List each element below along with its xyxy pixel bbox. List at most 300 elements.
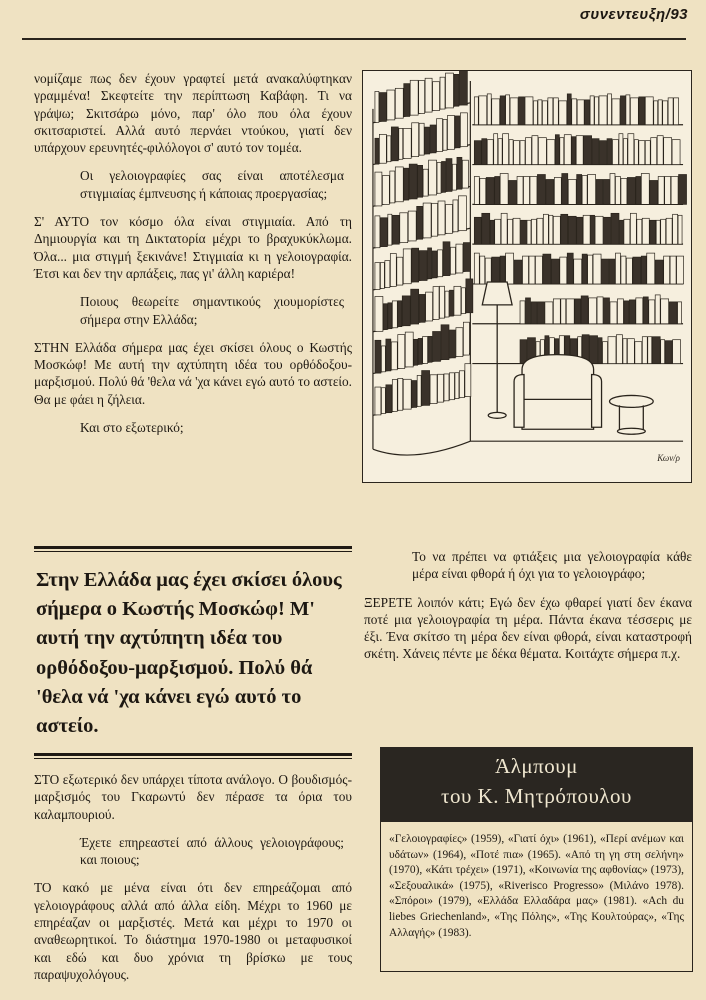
- book: [480, 178, 486, 204]
- book: [670, 256, 676, 284]
- book: [418, 338, 422, 364]
- album-title-line1: Άλμπουμ: [495, 754, 578, 778]
- book: [486, 177, 494, 204]
- book: [537, 218, 543, 244]
- book: [398, 378, 403, 410]
- book: [602, 259, 609, 284]
- book: [537, 302, 544, 324]
- book: [442, 161, 446, 192]
- interview-question: Οι γελοιογραφίες σας είναι αποτέλεσμα στιγμιαίας έμπνευσης ή κάποιας προεργασίας;: [80, 168, 344, 201]
- book: [666, 218, 672, 244]
- book: [459, 71, 467, 105]
- book: [679, 174, 687, 204]
- armchair-arm-right: [592, 375, 602, 428]
- book: [664, 138, 672, 165]
- book: [425, 78, 432, 112]
- book: [627, 177, 635, 204]
- book: [624, 301, 629, 324]
- book: [380, 263, 384, 289]
- left-column-top: [34, 70, 352, 447]
- book: [545, 302, 553, 324]
- book: [637, 219, 642, 244]
- book: [537, 174, 545, 204]
- book: [482, 139, 487, 165]
- interview-question: Το να πρέπει να φτιάξεις μια γελοιογραφία κάθε μέρα είναι φθορά ή όχι για το γελοιογράφο;: [412, 549, 692, 582]
- answer-paragraph: νομίζαμε πως δεν έχουν γραφτεί μετά ανακαλύφτηκαν γραμμένα! Σκεφτείτε την περίπτωση Καβάφη. Τι να γράψω; Σκιτσάρω μόνο, παρ' όλο που όλα έχουν σκιτσαριστεί. Αλλά αυτό περνάει ντούκου, γιατί δεν υπάρχουν ερευνητές-φιλόλογοι σ' αυτό τον τομέα.: [34, 71, 352, 156]
- book: [487, 94, 491, 125]
- book: [610, 174, 615, 205]
- book: [419, 251, 427, 281]
- armchair: [522, 355, 594, 430]
- book: [453, 200, 458, 232]
- book: [430, 125, 436, 153]
- book: [634, 140, 638, 165]
- book: [661, 340, 665, 364]
- book: [445, 291, 449, 317]
- book: [379, 134, 386, 163]
- book: [387, 136, 391, 162]
- book: [433, 287, 439, 320]
- book: [447, 115, 454, 149]
- header-rule: [22, 38, 686, 40]
- book: [428, 336, 432, 362]
- book: [432, 203, 438, 236]
- book: [629, 300, 635, 324]
- book: [553, 216, 560, 244]
- book: [663, 101, 668, 125]
- book: [525, 97, 533, 125]
- book: [462, 160, 468, 188]
- book: [501, 213, 507, 244]
- book: [422, 371, 430, 406]
- book: [639, 141, 645, 165]
- book: [443, 242, 450, 276]
- book: [665, 176, 671, 204]
- lamp-base: [488, 412, 506, 418]
- book: [642, 337, 647, 364]
- book: [392, 380, 397, 412]
- answer-paragraph: ΣΤΟ εξωτερικό δεν υπάρχει τίποτα ανάλογο. Ο βουδισμός-μαρξισμός του Γκαρωντύ δεν πέρασε τα όρια του καλαμπουριού.: [34, 772, 352, 822]
- book: [567, 94, 571, 125]
- book: [520, 141, 525, 165]
- book: [583, 215, 590, 244]
- book: [449, 373, 454, 400]
- book: [672, 140, 680, 165]
- book: [514, 260, 522, 284]
- book: [492, 99, 500, 125]
- book: [553, 299, 560, 324]
- floor-line: [373, 441, 683, 455]
- book: [479, 96, 487, 125]
- book: [446, 159, 452, 192]
- interview-question: Και στο εξωτερικό;: [80, 420, 184, 436]
- book: [514, 141, 520, 165]
- album-title-line2: του Κ. Μητρόπουλου: [441, 784, 632, 808]
- book: [531, 302, 537, 324]
- book: [658, 100, 662, 125]
- book: [604, 179, 610, 204]
- pull-quote-rule-top-thin: [34, 551, 352, 552]
- book: [651, 138, 657, 165]
- book: [375, 216, 380, 248]
- book: [673, 214, 678, 244]
- book: [386, 385, 392, 413]
- book: [561, 214, 568, 244]
- book: [520, 340, 527, 364]
- book: [438, 374, 444, 402]
- book: [597, 297, 603, 324]
- book: [391, 127, 398, 161]
- book: [437, 162, 441, 193]
- book: [392, 215, 399, 244]
- album-list: «Γελοιογραφίες» (1959), «Γιατί όχι» (1961), «Περί ανέμων και υδάτων» (1964), «Ποτέ πια» (1965). «Από τη γη στη σελήνη» (1970), «Κάτι τρέχει» (1971), «Κοινωνία της αφθονίας» (1973), «Σεξουαλικά» (1975), «Riverisco Progresso» (Μιλάνο 1978). «Σπόροι» (1979), «Ελλάδα Ελλαδάρα μας» (1981). «Ach du liebes Griechenland», «Της Πόλης», «Της Κουλτούρας», «Της Αλλαγής» (1983).: [380, 822, 693, 972]
- book: [630, 98, 638, 125]
- book: [397, 257, 403, 285]
- book: [513, 218, 520, 244]
- book: [381, 346, 385, 372]
- book: [429, 160, 437, 195]
- book: [503, 134, 509, 165]
- book: [617, 299, 623, 324]
- book: [620, 96, 625, 125]
- book: [402, 296, 410, 326]
- book: [608, 337, 616, 364]
- book: [596, 179, 603, 204]
- book: [621, 178, 627, 204]
- book: [449, 330, 455, 358]
- book: [509, 180, 517, 204]
- book: [581, 296, 588, 324]
- book: [657, 136, 663, 165]
- book: [466, 279, 473, 313]
- book: [390, 171, 395, 203]
- book: [542, 101, 547, 125]
- book: [433, 331, 441, 361]
- book: [445, 204, 452, 233]
- book: [611, 213, 619, 244]
- book: [398, 335, 405, 369]
- book: [595, 216, 603, 244]
- book: [645, 97, 653, 125]
- album-box-title: [380, 747, 693, 822]
- book: [459, 371, 464, 398]
- book: [474, 97, 478, 125]
- book: [506, 95, 510, 125]
- book: [375, 263, 380, 290]
- book: [678, 215, 682, 244]
- book: [610, 302, 617, 324]
- book: [509, 140, 513, 165]
- book: [385, 261, 390, 288]
- book: [433, 82, 440, 111]
- book: [441, 325, 449, 360]
- book: [598, 338, 602, 364]
- book: [381, 388, 385, 414]
- book: [520, 301, 525, 324]
- book: [487, 140, 493, 165]
- book: [538, 100, 542, 125]
- book: [543, 214, 548, 244]
- book: [572, 137, 576, 165]
- book: [391, 342, 397, 370]
- book: [386, 339, 391, 371]
- book: [450, 247, 455, 274]
- book: [669, 302, 677, 324]
- book: [648, 337, 652, 364]
- book: [405, 332, 413, 367]
- book: [463, 322, 469, 355]
- answer-paragraph: ΤΟ κακό με μένα είναι ότι δεν επηρεάζομαι από γελοιογράφους αλλά από άλλα είδη. Μέχρι το 1960 με επηρέαζαν οι μαρξιστές. Μετά και μέχρι το 1970 οι αναθεωρητικοί. Το διάστημα 1970-1980 οι μεταφυσικοί και εδώ και δυο χρόνια τη βρίσκω με τους παραψυχολόγους.: [34, 880, 352, 982]
- book: [593, 254, 601, 284]
- book: [375, 387, 381, 415]
- book: [383, 304, 387, 330]
- book: [674, 98, 679, 125]
- book: [375, 138, 379, 164]
- book: [400, 213, 408, 243]
- book: [458, 196, 466, 231]
- answer-paragraph: ΞΕΡΕΤΕ λοιπόν κάτι; Εγώ δεν έχω φθαρεί γιατί δεν έκανα ποτέ μια γελοιογραφία τη μέρα. Πάντα έκανα τέσσερις με έξι. Ένα σκίτσο τη μέρα δεν είναι φθορά, είναι καταστροφή σκέτη. Χάνεις πέντε με δέκα θέματα. Κοιτάχτε σήμερα π.χ.: [364, 594, 692, 662]
- book: [482, 213, 490, 244]
- book: [621, 256, 626, 284]
- book: [656, 220, 660, 244]
- book: [485, 258, 491, 284]
- book: [519, 97, 525, 125]
- book: [380, 218, 387, 247]
- book: [390, 254, 396, 287]
- book: [510, 98, 518, 125]
- book: [423, 203, 431, 238]
- book: [665, 341, 672, 364]
- book: [562, 174, 568, 205]
- book: [607, 139, 612, 165]
- book: [392, 301, 397, 328]
- book: [668, 98, 673, 125]
- book: [543, 254, 551, 284]
- book: [608, 94, 612, 125]
- book: [417, 206, 423, 239]
- book: [387, 90, 395, 120]
- book: [642, 218, 649, 244]
- book: [523, 256, 529, 284]
- book: [449, 290, 453, 316]
- book: [375, 340, 381, 373]
- book: [375, 172, 382, 206]
- book: [498, 139, 502, 165]
- book: [560, 138, 564, 165]
- book: [572, 99, 577, 125]
- armchair-arm-left: [514, 375, 524, 428]
- book: [444, 374, 449, 401]
- book: [403, 379, 411, 409]
- book: [500, 174, 508, 205]
- book: [474, 253, 479, 284]
- book: [437, 119, 443, 152]
- book: [500, 256, 505, 284]
- book: [454, 74, 459, 106]
- book: [650, 180, 658, 204]
- book: [404, 84, 410, 117]
- book: [639, 97, 645, 125]
- book: [623, 139, 627, 165]
- book: [460, 113, 467, 147]
- book: [535, 256, 542, 284]
- book: [461, 288, 465, 314]
- book: [673, 340, 681, 364]
- interview-question: Έχετε επηρεαστεί από άλλους γελοιογράφους; και ποιους;: [80, 834, 344, 868]
- book: [456, 244, 463, 273]
- book: [627, 339, 634, 364]
- book: [658, 176, 664, 204]
- book: [635, 342, 642, 364]
- book: [555, 135, 559, 165]
- side-table-base: [617, 428, 645, 434]
- book: [612, 140, 618, 165]
- book: [492, 257, 500, 284]
- book: [430, 375, 437, 404]
- book: [615, 253, 620, 284]
- book: [440, 286, 445, 318]
- book: [457, 157, 462, 189]
- book: [423, 337, 428, 364]
- book: [404, 168, 409, 200]
- book: [408, 211, 416, 241]
- book: [551, 259, 559, 284]
- book: [567, 253, 573, 284]
- book: [500, 96, 505, 125]
- book: [452, 164, 456, 190]
- book: [423, 169, 428, 196]
- book: [547, 140, 555, 165]
- book: [548, 98, 553, 125]
- pull-quote-rule-bottom: [34, 753, 352, 756]
- book: [604, 298, 610, 324]
- book: [438, 201, 445, 235]
- cartoon-illustration: [362, 70, 692, 483]
- book: [474, 217, 481, 244]
- book: [612, 99, 620, 125]
- book: [589, 298, 597, 324]
- book: [649, 300, 655, 324]
- book: [564, 135, 571, 165]
- book: [388, 214, 392, 245]
- book: [490, 220, 494, 244]
- book: [531, 219, 536, 244]
- book: [454, 286, 461, 315]
- book: [425, 127, 430, 154]
- book: [419, 294, 425, 322]
- book: [624, 219, 630, 244]
- book: [604, 217, 611, 244]
- book: [590, 336, 598, 364]
- book: [527, 220, 531, 244]
- book: [455, 373, 459, 399]
- book: [654, 101, 658, 125]
- side-table-top: [609, 395, 653, 407]
- book: [636, 298, 643, 324]
- book: [480, 256, 485, 284]
- book: [445, 73, 453, 108]
- book: [633, 257, 641, 284]
- book: [419, 123, 424, 155]
- book: [414, 339, 418, 365]
- book: [574, 259, 582, 284]
- book: [403, 128, 411, 158]
- book: [532, 136, 538, 165]
- cartoonist-signature: Κων/ρ: [657, 453, 680, 464]
- page-header-title: συνεντευξη/93: [579, 6, 688, 23]
- book: [626, 258, 632, 284]
- book: [577, 174, 582, 204]
- book: [599, 96, 607, 125]
- book: [577, 217, 583, 244]
- lamp-shade: [482, 282, 512, 305]
- book: [443, 119, 447, 150]
- book: [568, 179, 576, 204]
- book: [655, 260, 663, 284]
- book: [636, 176, 641, 204]
- book: [641, 174, 649, 205]
- book: [395, 167, 403, 202]
- book: [398, 301, 402, 327]
- right-column: [364, 548, 692, 674]
- book: [530, 176, 537, 204]
- book: [375, 91, 379, 122]
- book: [568, 216, 576, 244]
- book: [584, 136, 592, 165]
- book: [409, 164, 417, 199]
- book: [412, 248, 419, 282]
- book: [463, 243, 470, 272]
- book: [615, 176, 620, 204]
- book: [590, 96, 594, 125]
- book: [641, 256, 646, 284]
- book: [591, 215, 595, 244]
- book: [546, 179, 554, 204]
- book: [677, 256, 684, 284]
- book: [508, 219, 513, 244]
- book: [495, 176, 500, 204]
- book: [521, 220, 527, 244]
- left-column-bottom: [34, 771, 352, 994]
- book: [549, 215, 553, 244]
- answer-paragraph: ΣΤΗΝ Ελλάδα σήμερα μας έχει σκίσει όλους ο Κωστής Μοσκώφ! Με αυτή την αχτύπητη ιδέα του ορθόδοξου-μαρξισμού. Πολύ θά 'θελα νά 'χα κάνει εγώ αυτό το αστείο. Θα με φάει η ζήλεια.: [34, 339, 352, 407]
- book: [410, 80, 418, 115]
- book: [495, 219, 501, 244]
- book: [432, 251, 437, 278]
- book: [417, 375, 421, 406]
- book: [628, 134, 634, 165]
- book: [575, 299, 581, 324]
- book: [474, 176, 479, 204]
- book: [375, 296, 383, 331]
- book: [456, 328, 463, 357]
- book: [652, 337, 660, 364]
- pull-quote: Στην Ελλάδα μας έχει σκίσει όλους σήμερα ο Κωστής Μοσκώφ! Μ' αυτή την αχτύπητη ιδέα του ορθόδοξου-μαρξισμού. Πολύ θά 'θελα νά 'χα κάνει εγώ αυτό το αστείο.: [36, 569, 342, 738]
- book: [379, 93, 386, 122]
- book: [577, 100, 584, 125]
- book: [538, 138, 546, 165]
- book: [494, 134, 498, 165]
- book: [664, 256, 670, 284]
- book: [403, 249, 411, 284]
- book: [566, 299, 574, 324]
- book: [418, 165, 423, 197]
- book: [412, 381, 417, 408]
- book: [600, 141, 607, 165]
- book: [524, 176, 530, 204]
- book: [671, 176, 678, 204]
- book: [661, 299, 669, 324]
